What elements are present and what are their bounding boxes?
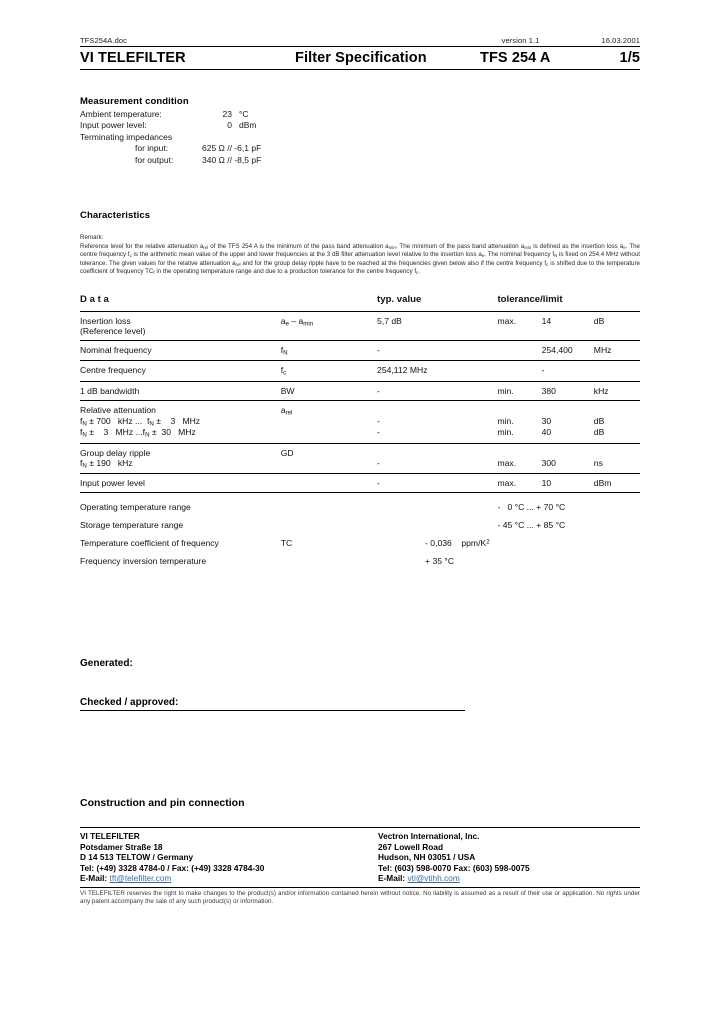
row-limit-type — [497, 340, 541, 360]
row-range-condition: $f_N \pm 700$ kHz ... $f_N$ ± 3 MHz — [80, 415, 201, 428]
row-symbol: $a_{rel}$ — [280, 404, 293, 416]
row-limit-type: max. — [497, 315, 517, 326]
row-subtitle: (Reference level) — [80, 325, 146, 336]
terminating-impedance-row — [80, 132, 640, 143]
row-limit-type: min. — [497, 415, 514, 426]
impedance-input-value: 625 Ω // -6,1 pF — [202, 143, 262, 154]
input-power-value: 0 — [227, 120, 232, 131]
measurement-condition-section — [80, 96, 640, 166]
footer-phone: Tel: (+49) 3328 4784-0 / Fax: (+49) 3328 4784-30 — [80, 862, 265, 873]
column-header-typ-value: typ. value — [377, 293, 422, 305]
row-symbol: BW — [280, 385, 295, 396]
row-label-frequency-inversion: Frequency inversion temperature — [80, 556, 207, 567]
footer-email-line — [378, 873, 640, 884]
table-row — [80, 311, 640, 340]
row-frequency-inversion-value: + 35 °C — [425, 556, 455, 567]
row-typ-value: - — [377, 478, 380, 489]
page-footer — [80, 827, 640, 884]
ambient-temperature-row — [80, 109, 640, 120]
table-row — [80, 474, 640, 493]
row-unit: dBm — [593, 478, 612, 489]
row-limit-value: 254,400 — [541, 344, 573, 355]
column-header-data: D a t a — [80, 293, 109, 305]
footer-email-line — [80, 873, 360, 884]
row-symbol: $f_N$ — [280, 344, 288, 357]
part-number: TFS 254 A — [480, 50, 551, 66]
table-row-group-header — [80, 443, 640, 458]
row-unit: dB — [593, 415, 605, 426]
row-label-bandwidth: 1 dB bandwidth — [80, 385, 140, 396]
footer-address-usa — [360, 831, 640, 884]
remark-label: Remark: — [80, 234, 104, 242]
remark-text: Reference level for the relative attenuation $a_{rel}$ of the TFS 254 A is the minimum of the pass band attenuation $a_{min}$. The minimum of the pass band attenuation $a_{min}$ is defined as the insertion loss $a_e$. The centre frequency $f_c$ is the arithmetic mean value of the upper and lower frequencies at the 3 dB filter attenuation level relative to the insertion loss $a_e$. The nominal frequency $f_N$ is fixed on 254,4 MHz without tolerance. The given values for the relative attenuation $a_{rel}$ and for the group delay ripple have to be reached at the frequencies given below also if the centre frequency $f_c$ is shifted due to the temperature coefficient of frequency $TC_f$ in the operating temperature range and due to a production tolerance for the centre frequency $f_c$. — [80, 242, 640, 276]
document-header-meta — [80, 36, 640, 47]
row-limit-value: - — [541, 365, 545, 376]
table-row — [80, 340, 640, 360]
footer-street: Potsdamer Straße 18 — [80, 841, 163, 852]
footer-address-germany — [80, 831, 360, 884]
row-symbol: $a_e - a_{min}$ — [280, 315, 314, 328]
source-filename: TFS254A.doc — [80, 36, 127, 45]
legal-disclaimer: VI TELEFILTER reserves the right to make changes to the product(s) and/or information contained herein without notice. No liability is assumed as a result of their use or application. No rights under any patent accompany the sale of any such product(s) or information. — [80, 887, 640, 906]
table-row — [80, 512, 640, 530]
checked-approved-field[interactable] — [80, 697, 465, 711]
row-temperature-coefficient-value: - 0,036 ppm/$K^2$ — [425, 538, 490, 549]
row-label-input-power-level: Input power level — [80, 478, 145, 489]
checked-approved-label: Checked / approved: — [80, 697, 179, 709]
row-typ-value: - — [377, 457, 380, 468]
input-power-row — [80, 120, 640, 131]
impedance-output-row — [80, 155, 640, 166]
row-unit: dB — [593, 427, 605, 438]
footer-email-link[interactable]: tft@telefilter.com — [109, 873, 172, 884]
terminating-impedance-label: Terminating impedances — [80, 131, 173, 142]
row-label-group-delay-ripple: Group delay ripple — [80, 447, 151, 458]
row-label-operating-temperature: Operating temperature range — [80, 502, 191, 513]
row-unit: dB — [593, 315, 605, 326]
column-header-symbol — [281, 294, 377, 312]
impedance-input-label: for input: — [135, 143, 169, 154]
document-title-bar — [80, 47, 640, 70]
footer-email-label: E-Mail: — [378, 873, 408, 884]
ambient-temperature-unit: °C — [239, 109, 249, 119]
row-limit-type — [497, 361, 541, 381]
document-type: Filter Specification — [295, 50, 427, 66]
generated-label: Generated: — [80, 658, 133, 670]
footer-company-name: VI TELEFILTER — [80, 831, 140, 842]
table-row — [80, 458, 640, 474]
remark-block — [80, 234, 640, 277]
row-label-temperature-coefficient: Temperature coefficient of frequency — [80, 538, 219, 549]
table-row-group-header — [80, 400, 640, 416]
table-header-row — [80, 294, 640, 312]
table-row — [80, 530, 640, 548]
measurement-condition-list — [80, 109, 640, 166]
row-limit-value: 30 — [541, 415, 552, 426]
row-symbol: TC — [280, 538, 293, 549]
row-limit-value: 40 — [541, 427, 552, 438]
row-symbol: $f_c$ — [280, 365, 287, 377]
row-label-insertion-loss — [80, 311, 281, 340]
characteristics-heading: Characteristics — [80, 210, 151, 222]
row-typ-value: - — [377, 427, 380, 438]
table-row — [80, 548, 640, 566]
row-unit: MHz — [593, 344, 612, 355]
specification-table — [80, 294, 640, 566]
footer-email-link[interactable]: vti@vtihh.com — [407, 873, 460, 884]
row-label-relative-attenuation: Relative attenuation — [80, 404, 156, 415]
column-header-tolerance-limit: tolerance/limit — [497, 293, 563, 305]
row-unit: kHz — [593, 385, 609, 396]
impedance-input-row — [80, 143, 640, 154]
company-logo-text: VI TELEFILTER — [80, 50, 186, 66]
row-label-nominal-frequency: Nominal frequency — [80, 344, 152, 355]
row-typ-value: - — [377, 385, 380, 396]
footer-phone: Tel: (603) 598-0070 Fax: (603) 598-0075 — [378, 862, 530, 873]
row-limit-type: min. — [497, 427, 514, 438]
row-limit-value: 300 — [541, 457, 556, 468]
input-power-label: Input power level: — [80, 120, 147, 131]
document-date: 16.03.2001 — [601, 36, 640, 45]
row-label-centre-frequency: Centre frequency — [80, 365, 146, 376]
footer-city: D 14 513 TELTOW / Germany — [80, 852, 194, 863]
row-title: Insertion loss — [80, 315, 131, 326]
table-row — [80, 427, 640, 443]
row-limit-type: min. — [497, 385, 514, 396]
row-symbol: GD — [280, 447, 294, 458]
table-row — [80, 416, 640, 427]
row-range-condition: $f_N \pm 190$ kHz — [80, 457, 133, 470]
row-typ-value: 5,7 dB — [377, 315, 402, 326]
ambient-temperature-label: Ambient temperature: — [80, 109, 162, 119]
row-symbol — [281, 474, 377, 493]
ambient-temperature-value: 23 — [222, 109, 232, 119]
footer-email-label: E-Mail: — [80, 873, 110, 884]
row-limit-type: max. — [497, 478, 517, 489]
page-number: 1/5 — [619, 50, 640, 66]
row-operating-temperature-value: - 0 °C ... + 70 °C — [497, 502, 566, 513]
row-range-condition: $f_N$ ± 3 MHz $...f_N \pm 30$ MHz — [80, 427, 196, 439]
row-limit-type: max. — [497, 457, 517, 468]
row-typ-value: - — [377, 344, 380, 355]
table-row — [80, 493, 640, 513]
row-limit-value: 380 — [541, 385, 556, 396]
measurement-condition-heading: Measurement condition — [80, 96, 189, 107]
footer-street: 267 Lowell Road — [378, 841, 444, 852]
row-unit — [594, 361, 640, 381]
row-typ-value: - — [377, 415, 380, 426]
row-limit-value: 10 — [541, 478, 552, 489]
row-typ-value: 254,112 MHz — [377, 365, 428, 376]
row-label-storage-temperature: Storage temperature range — [80, 520, 184, 531]
row-symbol — [281, 548, 377, 566]
row-unit: ns — [593, 457, 603, 468]
construction-heading: Construction and pin connection — [80, 797, 245, 810]
row-limit-value: 14 — [541, 315, 552, 326]
page-content — [80, 36, 640, 906]
table-row — [80, 381, 640, 400]
impedance-output-label: for output: — [135, 154, 174, 165]
impedance-output-value: 340 Ω // -8,5 pF — [202, 154, 262, 165]
footer-company-name: Vectron International, Inc. — [378, 831, 480, 842]
input-power-unit: dBm — [239, 120, 257, 131]
document-version: version 1.1 — [501, 36, 540, 45]
characteristics-section — [80, 210, 640, 277]
row-storage-temperature-value: - 45 °C ... + 85 °C — [497, 520, 566, 531]
table-row — [80, 361, 640, 381]
footer-city: Hudson, NH 03051 / USA — [378, 852, 476, 863]
